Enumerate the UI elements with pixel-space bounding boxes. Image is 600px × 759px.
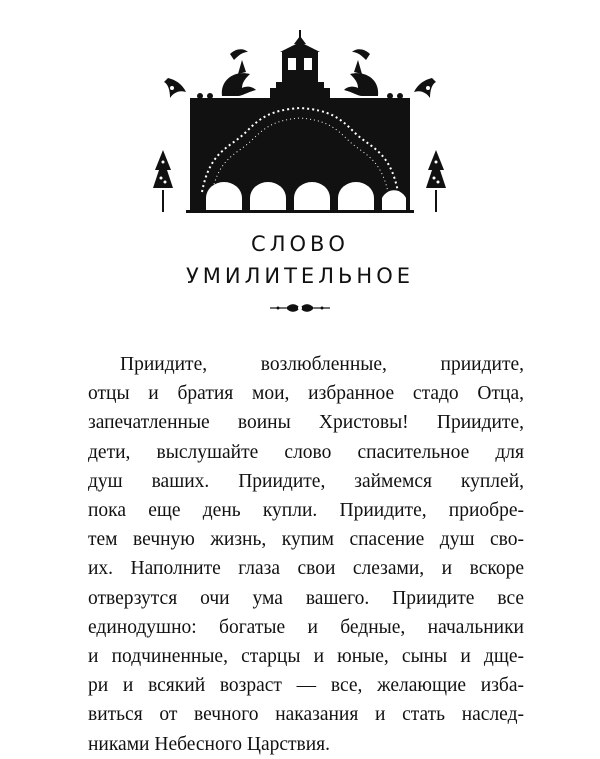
text-line-10: единодушно: богатые и бедные, начальники	[88, 616, 524, 638]
text-line-8: их. Наполните глаза свои слезами, и вскоре	[88, 558, 524, 580]
right-flourish-icon	[414, 78, 436, 98]
text-line-14: никами Небесного Царствия.	[88, 733, 331, 755]
text-line-6: пока еще день купли. Приидите, приобре-	[88, 500, 524, 522]
flying-bird-left-icon	[230, 49, 248, 60]
text-line-11: и подчиненные, старцы и юные, сыны и дще-	[88, 646, 524, 668]
fleuron-ornament-icon	[268, 300, 332, 316]
text-line-7: тем вечную жизнь, купим спасение душ сво-	[88, 529, 524, 551]
text-line-1: Приидите, возлюбленные, приидите,	[120, 354, 524, 375]
chapel-icon	[270, 30, 330, 98]
text-line-5: душ ваших. Приидите, займемся куплей,	[88, 470, 524, 492]
section-heading	[0, 228, 600, 292]
right-tree-icon	[426, 150, 446, 212]
text-line-3: запечатленные воины Христовы! Приидите,	[88, 412, 524, 434]
right-bird-icon	[344, 60, 378, 96]
text-line-4: дети, выслушайте слово спасительное для	[88, 441, 524, 463]
heading-line-1: СЛОВО	[251, 232, 349, 256]
church-headpiece-illustration	[150, 30, 450, 220]
heading-line-2: УМИЛИТЕЛЬНОЕ	[185, 264, 414, 288]
left-flourish-icon	[164, 78, 186, 98]
text-line-13: виться от вечного наказания и стать наслед-	[88, 704, 524, 726]
text-line-12: ри и всякий возраст — все, желающие изба-	[88, 675, 524, 697]
body-paragraph	[88, 350, 524, 759]
text-line-9: отверзутся очи ума вашего. Приидите все	[88, 587, 524, 609]
left-tree-icon	[153, 150, 173, 212]
flying-bird-right-icon	[352, 49, 370, 60]
text-line-2: отцы и братия мои, избранное стадо Отца,	[88, 383, 524, 405]
left-bird-icon	[222, 60, 256, 96]
